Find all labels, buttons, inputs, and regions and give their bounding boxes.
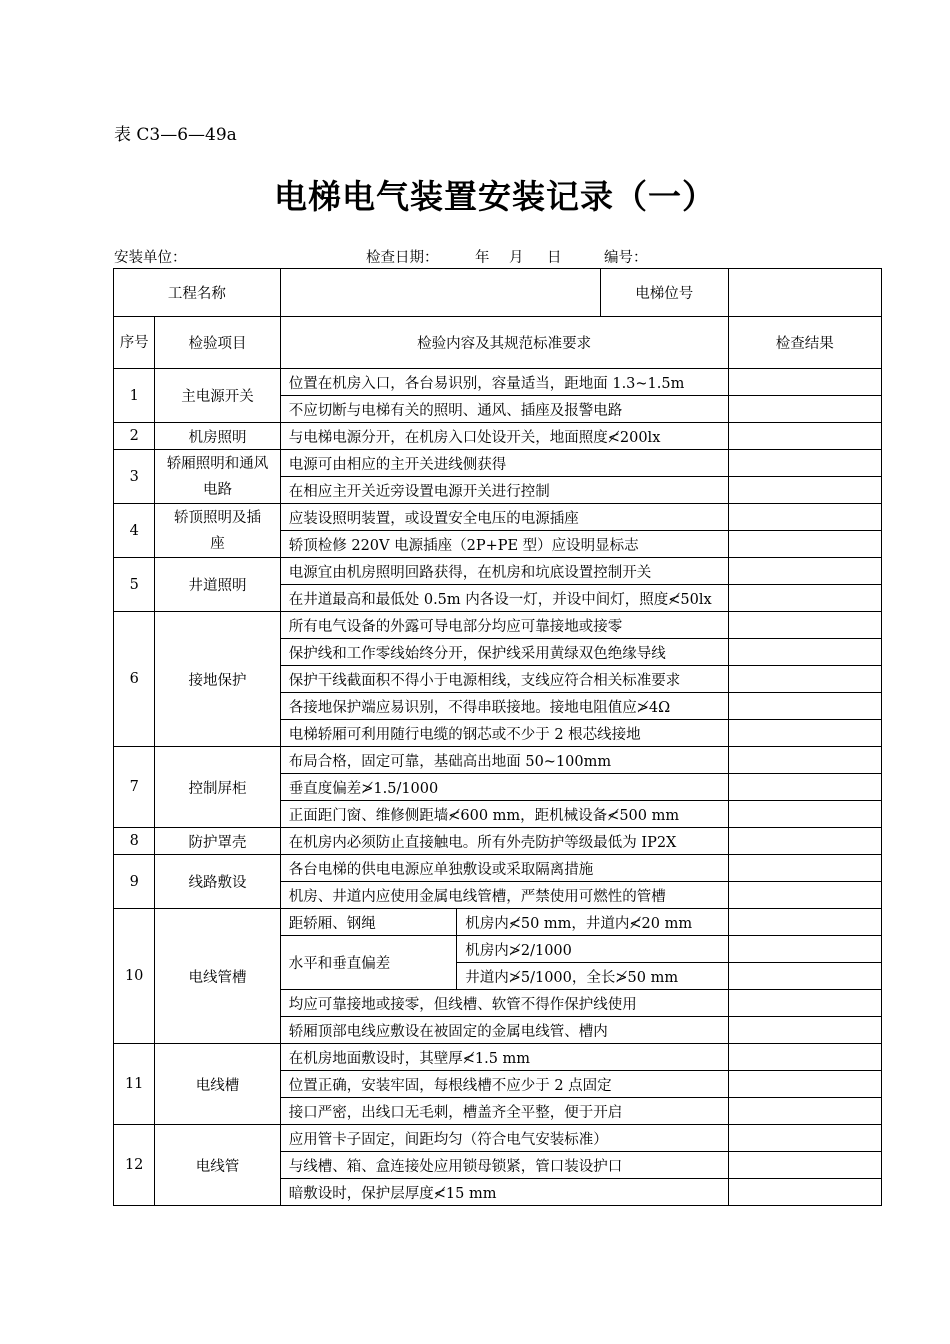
row-item: 接地保护 — [155, 612, 280, 747]
table-row — [114, 369, 882, 396]
column-header-row — [114, 317, 882, 369]
col-content-header: 检验内容及其规范标准要求 — [280, 317, 728, 369]
table-row — [114, 423, 882, 450]
result-cell[interactable] — [728, 693, 881, 720]
row-content: 垂直度偏差≯1.5/1000 — [280, 774, 728, 801]
check-date-label: 检查日期： — [366, 250, 439, 266]
install-unit-label: 安装单位： — [114, 250, 187, 266]
project-row — [114, 269, 882, 317]
sub-value: 井道内≯5/1000，全长≯50 mm — [457, 963, 728, 990]
row-content: 保护干线截面积不得小于电源相线，支线应符合相关标准要求 — [280, 666, 728, 693]
table-row — [114, 612, 882, 639]
row-no: 11 — [114, 1044, 155, 1125]
row-item: 井道照明 — [155, 558, 280, 612]
result-cell[interactable] — [728, 1017, 881, 1044]
result-cell[interactable] — [728, 855, 881, 882]
result-cell[interactable] — [728, 423, 881, 450]
day-label: 日 — [547, 250, 562, 266]
result-cell[interactable] — [728, 1098, 881, 1125]
row-content: 在机房内必须防止直接触电。所有外壳防护等级最低为 IP2X — [280, 828, 728, 855]
result-cell[interactable] — [728, 585, 881, 612]
col-item-header: 检验项目 — [155, 317, 280, 369]
row-item: 线路敷设 — [155, 855, 280, 909]
project-name-field[interactable] — [280, 269, 600, 317]
month-label: 月 — [509, 250, 524, 266]
result-cell[interactable] — [728, 936, 881, 963]
result-cell[interactable] — [728, 639, 881, 666]
row-content: 在相应主开关近旁设置电源开关进行控制 — [280, 477, 728, 504]
sub-label: 水平和垂直偏差 — [280, 936, 456, 990]
elevator-no-field[interactable] — [728, 269, 881, 317]
table-row — [114, 828, 882, 855]
row-content: 电源可由相应的主开关进线侧获得 — [280, 450, 728, 477]
result-cell[interactable] — [728, 774, 881, 801]
row-no: 1 — [114, 369, 155, 423]
col-result-header: 检查结果 — [728, 317, 881, 369]
row-content: 电源宜由机房照明回路获得，在机房和坑底设置控制开关 — [280, 558, 728, 585]
row-content: 应用管卡子固定，间距均匀（符合电气安装标准） — [280, 1125, 728, 1152]
sub-value: 机房内≯2/1000 — [457, 936, 728, 963]
form-code: 表 C3—6—49a — [114, 125, 237, 145]
row-no: 7 — [114, 747, 155, 828]
result-cell[interactable] — [728, 558, 881, 585]
row-content: 均应可靠接地或接零，但线槽、软管不得作保护线使用 — [280, 990, 728, 1017]
result-cell[interactable] — [728, 1071, 881, 1098]
row-content: 不应切断与电梯有关的照明、通风、插座及报警电路 — [280, 396, 728, 423]
row-no: 12 — [114, 1125, 155, 1206]
result-cell[interactable] — [728, 909, 881, 936]
row-item: 机房照明 — [155, 423, 280, 450]
row-item: 防护罩壳 — [155, 828, 280, 855]
row-no: 4 — [114, 504, 155, 558]
table-row — [114, 747, 882, 774]
result-cell[interactable] — [728, 396, 881, 423]
row-content: 所有电气设备的外露可导电部分均应可靠接地或接零 — [280, 612, 728, 639]
row-no: 3 — [114, 450, 155, 504]
row-content: 轿顶检修 220V 电源插座（2P+PE 型）应设明显标志 — [280, 531, 728, 558]
table-row — [114, 450, 882, 477]
sub-label: 距轿厢、钢绳 — [280, 909, 456, 936]
row-content: 接口严密，出线口无毛刺，槽盖齐全平整，便于开启 — [280, 1098, 728, 1125]
table-row — [114, 504, 882, 531]
row-content: 在机房地面敷设时，其壁厚≮1.5 mm — [280, 1044, 728, 1071]
col-seq-header: 序号 — [114, 317, 155, 369]
elevator-no-label: 电梯位号 — [600, 269, 728, 317]
result-cell[interactable] — [728, 828, 881, 855]
result-cell[interactable] — [728, 747, 881, 774]
table-row — [114, 909, 882, 936]
table-row — [114, 1044, 882, 1071]
row-no: 6 — [114, 612, 155, 747]
row-item: 轿顶照明及插座 — [155, 504, 280, 558]
result-cell[interactable] — [728, 990, 881, 1017]
result-cell[interactable] — [728, 882, 881, 909]
row-item: 控制屏柜 — [155, 747, 280, 828]
row-no: 9 — [114, 855, 155, 909]
result-cell[interactable] — [728, 369, 881, 396]
row-content: 机房、井道内应使用金属电线管槽，严禁使用可燃性的管槽 — [280, 882, 728, 909]
result-cell[interactable] — [728, 801, 881, 828]
row-item: 电线槽 — [155, 1044, 280, 1125]
page-title: 电梯电气装置安装记录（一） — [274, 177, 716, 216]
result-cell[interactable] — [728, 666, 881, 693]
sub-value: 机房内≮50 mm，井道内≮20 mm — [457, 909, 728, 936]
row-content: 与线槽、箱、盒连接处应用锁母锁紧，管口装设护口 — [280, 1152, 728, 1179]
row-content: 正面距门窗、维修侧距墙≮600 mm，距机械设备≮500 mm — [280, 801, 728, 828]
row-item: 轿厢照明和通风电路 — [155, 450, 280, 504]
row-content: 位置正确，安装牢固，每根线槽不应少于 2 点固定 — [280, 1071, 728, 1098]
result-cell[interactable] — [728, 1044, 881, 1071]
table-row — [114, 558, 882, 585]
row-content: 各台电梯的供电电源应单独敷设或采取隔离措施 — [280, 855, 728, 882]
row-no: 2 — [114, 423, 155, 450]
row-content: 应装设照明装置，或设置安全电压的电源插座 — [280, 504, 728, 531]
project-name-label: 工程名称 — [114, 269, 281, 317]
result-cell[interactable] — [728, 1125, 881, 1152]
row-content: 轿厢顶部电线应敷设在被固定的金属电线管、槽内 — [280, 1017, 728, 1044]
result-cell[interactable] — [728, 477, 881, 504]
result-cell[interactable] — [728, 720, 881, 747]
row-content: 保护线和工作零线始终分开，保护线采用黄绿双色绝缘导线 — [280, 639, 728, 666]
result-cell[interactable] — [728, 531, 881, 558]
result-cell[interactable] — [728, 1179, 881, 1206]
row-no: 10 — [114, 909, 155, 1044]
year-label: 年 — [475, 250, 490, 266]
result-cell[interactable] — [728, 1152, 881, 1179]
row-content: 在井道最高和最低处 0.5m 内各设一灯，并设中间灯，照度≮50lx — [280, 585, 728, 612]
table-row — [114, 855, 882, 882]
row-no: 8 — [114, 828, 155, 855]
row-content: 电梯轿厢可利用随行电缆的钢芯或不少于 2 根芯线接地 — [280, 720, 728, 747]
number-label: 编号： — [604, 250, 648, 266]
row-content: 暗敷设时，保护层厚度≮15 mm — [280, 1179, 728, 1206]
result-cell[interactable] — [728, 963, 881, 990]
table-row — [114, 1125, 882, 1152]
row-no: 5 — [114, 558, 155, 612]
row-content: 各接地保护端应易识别，不得串联接地。接地电阻值应≯4Ω — [280, 693, 728, 720]
inspection-table — [113, 268, 882, 1206]
row-item: 电线管 — [155, 1125, 280, 1206]
result-cell[interactable] — [728, 504, 881, 531]
row-content: 与电梯电源分开，在机房入口处设开关，地面照度≮200lx — [280, 423, 728, 450]
result-cell[interactable] — [728, 450, 881, 477]
meta-line — [114, 246, 882, 266]
row-content: 布局合格，固定可靠，基础高出地面 50~100mm — [280, 747, 728, 774]
row-content: 位置在机房入口，各台易识别，容量适当，距地面 1.3~1.5m — [280, 369, 728, 396]
result-cell[interactable] — [728, 612, 881, 639]
row-item: 主电源开关 — [155, 369, 280, 423]
row-item: 电线管槽 — [155, 909, 280, 1044]
